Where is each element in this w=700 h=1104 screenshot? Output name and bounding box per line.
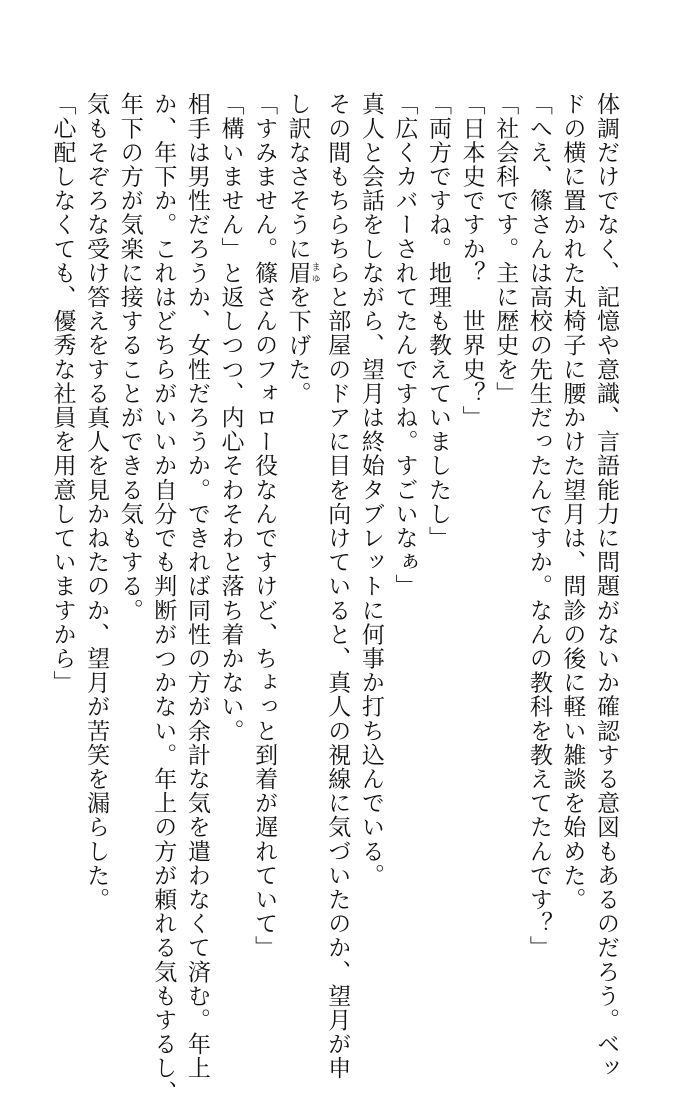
text-line-with-ruby: [280, 92, 320, 982]
ruby-reading: まゆ: [309, 260, 320, 285]
ruby-line-after: を下げた。: [284, 284, 311, 406]
text-line: か、年下か。これはどちらがいいか自分でも判断がつかない。年上の方が頼れる気もするし、: [150, 92, 177, 1104]
text-line: ドの横に置かれた丸椅子に腰かけた望月は、問診の後に軽い雑談を始めた。: [559, 92, 586, 912]
ruby-line-before: し訳なさそうに: [284, 92, 311, 261]
text-line: その間もちらちらと部屋のドアに目を向けていると、真人の視線に気づいたのか、望月が申: [324, 92, 351, 1081]
text-line: 真人と会話をしながら、望月は終始タブレットに何事か打ち込んでいる。: [357, 92, 384, 888]
ruby-base: 眉: [284, 260, 311, 285]
vertical-text-block: [45, 92, 622, 1104]
text-line: 体調だけでなく、記憶や意識、言語能力に問題がないか確認する意図もあるのだろう。ベッ: [593, 92, 619, 1081]
text-line: 「構いません」と返しつつ、内心そわそわと落ち着かない。: [217, 92, 244, 743]
text-line: 「心配しなくても、優秀な社員を用意していますから」: [49, 92, 76, 695]
text-line: 「両方ですね。地理も教えていましたし」: [425, 92, 452, 550]
text-line: 「へえ、篠さんは高校の先生だったんですか。なんの教科を教えてたんです？」: [525, 92, 552, 960]
text-line: 「日本史ですか？ 世界史？」: [458, 92, 485, 430]
text-line: 年下の方が気楽に接することができる気もする。: [116, 92, 143, 623]
ruby-annotation: [284, 260, 320, 285]
text-line: 「社会科です。主に歴史を」: [492, 92, 519, 406]
text-line: 気もそぞろな受け答えをする真人を見かねたのか、望月が苦笑を漏らした。: [83, 92, 110, 912]
text-line: 「すみません。篠さんのフォロー役なんですけど、ちょっと到着が遅れていて」: [251, 92, 278, 960]
text-line: 相手は男性だろうか、女性だろうか。できれば同性の方が余計な気を遣わなくて済む。年上: [183, 92, 210, 1081]
text-line: 「広くカバーされてたんですね。すごいなぁ」: [391, 92, 418, 599]
